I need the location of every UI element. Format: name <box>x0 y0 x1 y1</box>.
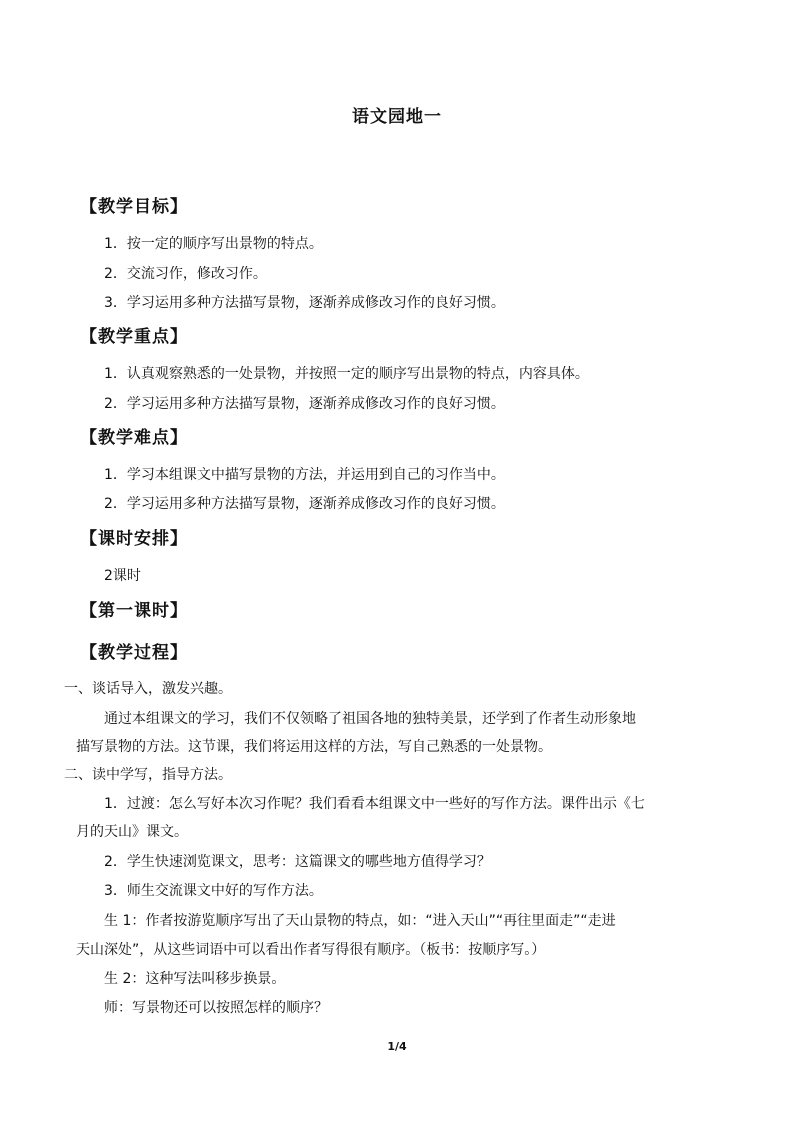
heading-schedule: 【课时安排】 <box>80 529 188 549</box>
difficulty-item-1: 1．学习本组课文中描写景物的方法，并运用到自己的习作当中。 <box>104 467 505 483</box>
process-step-1-title: 一、谈话导入，激发兴趣。 <box>64 681 232 697</box>
focus-item-2: 2．学习运用多种方法描写景物，逐渐养成修改习作的良好习惯。 <box>104 396 505 412</box>
page-title: 语文园地一 <box>352 107 442 127</box>
schedule-text: 2课时 <box>104 568 141 584</box>
process-paragraph: 生 2：这种写法叫移步换景。 <box>104 971 286 987</box>
process-paragraph: 通过本组课文的学习，我们不仅领略了祖国各地的独特美景，还学到了作者生动形象地 <box>104 711 636 727</box>
process-paragraph: 师：写景物还可以按照怎样的顺序？ <box>104 1000 328 1016</box>
process-paragraph: 天山深处”，从这些词语中可以看出作者写得很有顺序。（板书：按顺序写。） <box>76 942 546 958</box>
difficulty-item-2: 2．学习运用多种方法描写景物，逐渐养成修改习作的良好习惯。 <box>104 496 505 512</box>
process-step-2-title: 二、读中学写，指导方法。 <box>64 767 232 783</box>
heading-teaching-difficulty: 【教学难点】 <box>80 428 188 448</box>
heading-teaching-goals: 【教学目标】 <box>80 197 188 217</box>
process-paragraph: 月的天山》课文。 <box>76 824 188 840</box>
goal-item-2: 2．交流习作，修改习作。 <box>104 266 267 282</box>
process-paragraph: 描写景物的方法。这节课，我们将运用这样的方法，写自己熟悉的一处景物。 <box>76 739 552 755</box>
heading-teaching-focus: 【教学重点】 <box>80 327 188 347</box>
heading-teaching-process: 【教学过程】 <box>80 643 188 663</box>
process-paragraph: 2．学生快速浏览课文，思考：这篇课文的哪些地方值得学习？ <box>104 854 491 870</box>
goal-item-3: 3．学习运用多种方法描写景物，逐渐养成修改习作的良好习惯。 <box>104 295 505 311</box>
goal-item-1: 1．按一定的顺序写出景物的特点。 <box>104 236 323 252</box>
process-paragraph: 3．师生交流课文中好的写作方法。 <box>104 883 323 899</box>
focus-item-1: 1．认真观察熟悉的一处景物，并按照一定的顺序写出景物的特点，内容具体。 <box>104 366 589 382</box>
heading-first-lesson: 【第一课时】 <box>80 601 188 621</box>
process-paragraph: 1．过渡：怎么写好本次习作呢？我们看看本组课文中一些好的写作方法。课件出示《七 <box>104 796 645 812</box>
page-indicator: 1/4 <box>387 1040 407 1053</box>
process-paragraph: 生 1：作者按游览顺序写出了天山景物的特点，如：“进入天山”“再往里面走”“走进 <box>104 913 616 929</box>
